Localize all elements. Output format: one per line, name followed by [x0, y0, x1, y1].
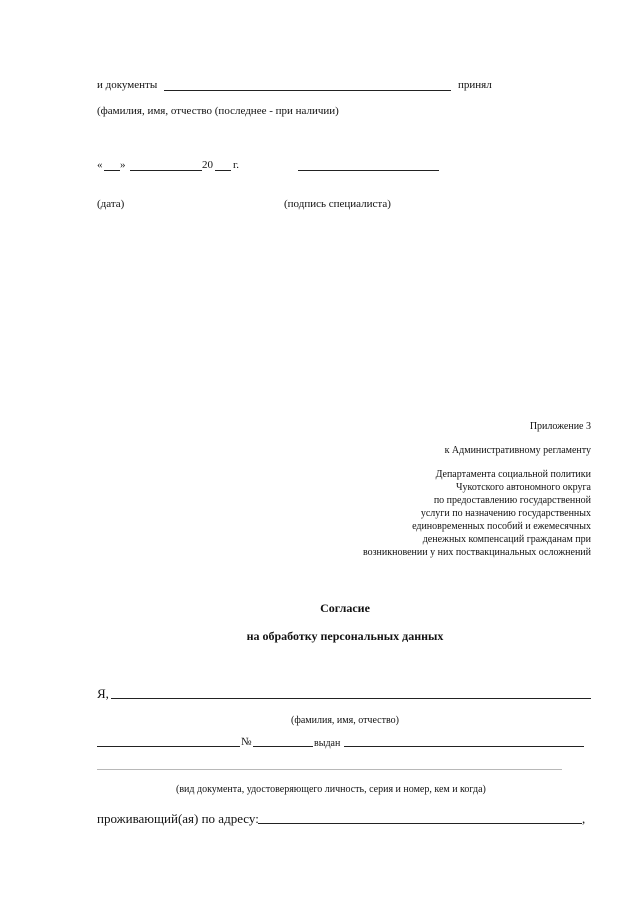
date-year-suffix: г. [233, 159, 240, 171]
signature-caption: (подпись специалиста) [284, 198, 391, 210]
doc-type-line[interactable] [97, 746, 240, 747]
appendix-line: услуги по назначению государственных [420, 508, 591, 519]
appendix-line: к Административному регламенту [444, 445, 591, 456]
residing-label: проживающий(ая) по адресу: [97, 811, 259, 826]
signature-line [298, 170, 439, 171]
doc-extra-line[interactable] [97, 769, 562, 770]
date-year: 20 [202, 159, 213, 171]
fio-caption: (фамилия, имя, отчество) [291, 715, 399, 726]
fio-note: (фамилия, имя, отчество (последнее - при наличии) [97, 105, 339, 117]
appendix-number: Приложение 3 [529, 421, 591, 432]
docs-prefix: и документы [97, 79, 158, 91]
docs-received-line [164, 90, 451, 91]
issued-by-line[interactable] [344, 746, 584, 747]
date-close-quote: » [120, 159, 126, 171]
consent-title: Согласие [320, 601, 370, 615]
date-day-line [104, 170, 120, 171]
number-label: № [241, 736, 252, 748]
consent-subtitle: на обработку персональных данных [246, 629, 444, 643]
appendix-line: возникновении у них поствакцинальных осложнений [362, 547, 591, 558]
date-year-line [215, 170, 231, 171]
fio-line[interactable] [111, 698, 591, 699]
appendix-line: Департамента социальной политики [435, 469, 591, 480]
appendix-line: единовременных пособий и ежемесячных [412, 521, 591, 532]
i-prefix: Я, [97, 686, 109, 701]
date-open-quote: « [97, 159, 103, 171]
doc-number-line[interactable] [253, 746, 313, 747]
address-line-end: , [582, 811, 586, 826]
docs-suffix: принял [458, 79, 492, 91]
issued-label: выдан [314, 738, 341, 749]
appendix-line: денежных компенсаций гражданам при [422, 534, 591, 545]
date-month-line [130, 170, 202, 171]
date-caption: (дата) [97, 198, 125, 210]
address-line[interactable] [258, 823, 582, 824]
appendix-line: Чукотского автономного округа [456, 482, 591, 493]
appendix-line: по предоставлению государственной [433, 495, 591, 506]
doc-caption: (вид документа, удостоверяющего личность, серия и номер, кем и когда) [176, 784, 486, 795]
